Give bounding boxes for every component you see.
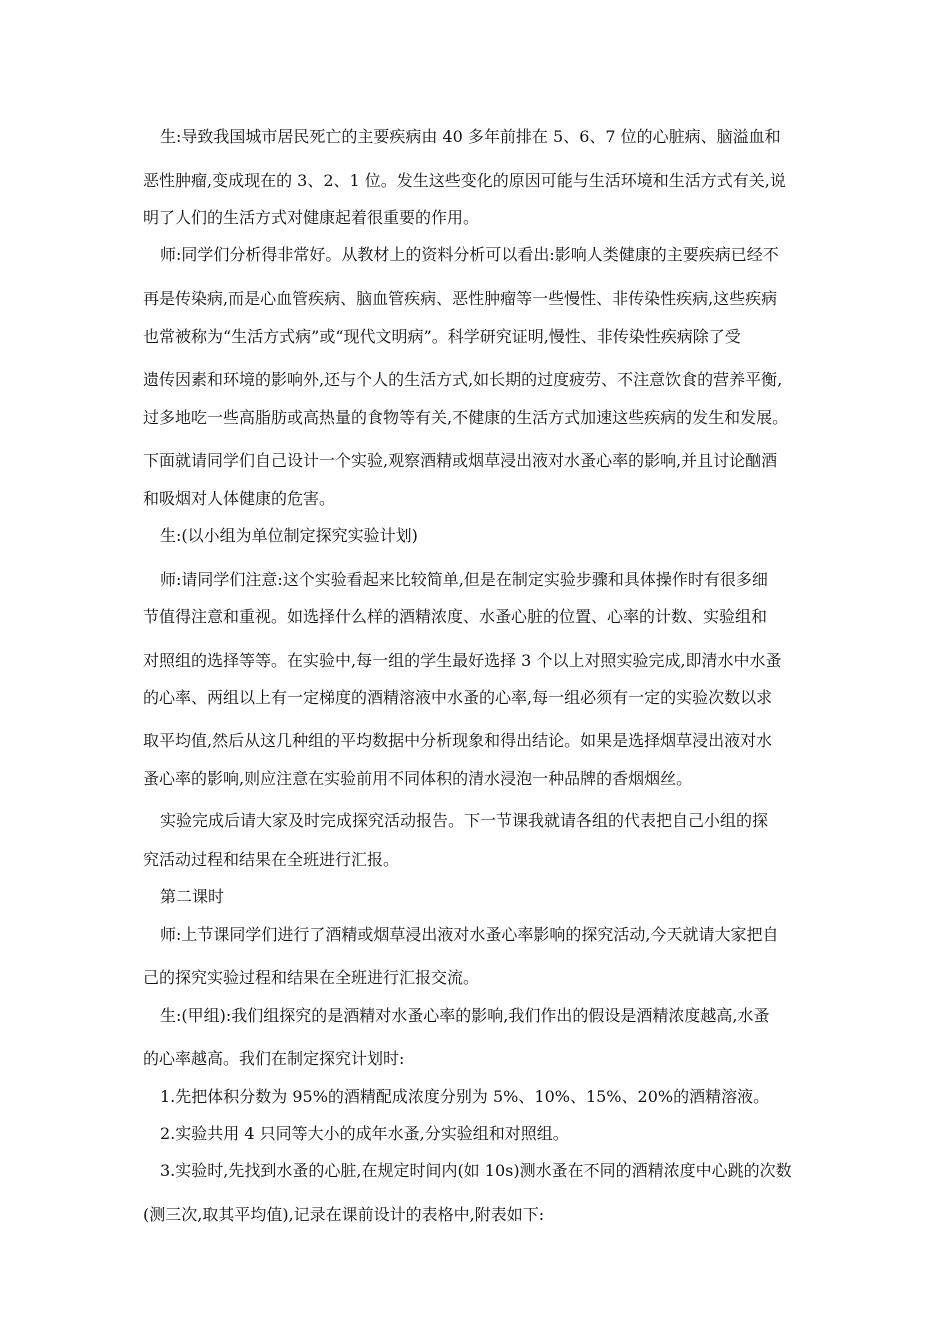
paragraph-line: 实验完成后请大家及时完成探究活动报告。下一节课我就请各组的代表把自己小组的探: [160, 811, 769, 830]
list-item: 3.实验时,先找到水蚤的心脏,在规定时间内(如 10s)测水蚤在不同的酒精浓度中心跳的次数: [160, 1161, 792, 1180]
paragraph-line: 取平均值,然后从这几种组的平均数据中分析现象和得出结论。如果是选择烟草浸出液对水: [143, 731, 773, 750]
paragraph-line: 师:上节课同学们进行了酒精或烟草浸出液对水蚤心率影响的探究活动,今天就请大家把自: [160, 925, 779, 944]
paragraph-line: 遗传因素和环境的影响外,还与个人的生活方式,如长期的过度疲劳、不注意饮食的营养平衡,: [143, 370, 783, 389]
paragraph-line: 和吸烟对人体健康的危害。: [143, 489, 336, 508]
paragraph-line: 生:导致我国城市居民死亡的主要疾病由 40 多年前排在 5、6、7 位的心脏病、脑溢血和: [160, 127, 781, 146]
paragraph-line: 己的探究实验过程和结果在全班进行汇报交流。: [143, 968, 480, 987]
paragraph-line: 过多地吃一些高脂肪或高热量的食物等有关,不健康的生活方式加速这些疾病的发生和发展。: [143, 408, 789, 427]
paragraph-line: 明了人们的生活方式对健康起着很重要的作用。: [143, 208, 480, 227]
paragraph-line: 也常被称为“生活方式病”或“现代文明病”。科学研究证明,慢性、非传染性疾病除了受: [143, 327, 741, 346]
paragraph-line: 师:同学们分析得非常好。从教材上的资料分析可以看出:影响人类健康的主要疾病已经不: [160, 245, 779, 264]
paragraph-line: 对照组的选择等等。在实验中,每一组的学生最好选择 3 个以上对照实验完成,即清水中水蚤: [143, 651, 782, 670]
paragraph-line: 下面就请同学们自己设计一个实验,观察酒精或烟草浸出液对水蚤心率的影响,并且讨论酗酒: [143, 451, 778, 470]
paragraph-line: 恶性肿瘤,变成现在的 3、2、1 位。发生这些变化的原因可能与生活环境和生活方式有关,说: [143, 171, 786, 190]
paragraph-line: 再是传染病,而是心血管疾病、脑血管疾病、恶性肿瘤等一些慢性、非传染性疾病,这些疾病: [143, 289, 778, 308]
list-item: 1.先把体积分数为 95%的酒精配成浓度分别为 5%、10%、15%、20%的酒精溶液。: [160, 1087, 770, 1106]
paragraph-line: 生:(以小组为单位制定探究实验计划): [160, 526, 418, 545]
paragraph-line: 究活动过程和结果在全班进行汇报。: [143, 850, 400, 869]
paragraph-line: 的心率、两组以上有一定梯度的酒精溶液中水蚤的心率,每一组必须有一定的实验次数以求: [143, 688, 773, 707]
list-item: 2.实验共用 4 只同等大小的成年水蚤,分实验组和对照组。: [160, 1124, 569, 1143]
paragraph-line: 生:(甲组):我们组探究的是酒精对水蚤心率的影响,我们作出的假设是酒精浓度越高,水蚤: [160, 1006, 770, 1025]
paragraph-line: 节值得注意和重视。如选择什么样的酒精浓度、水蚤心脏的位置、心率的计数、实验组和: [143, 607, 768, 626]
paragraph-line: 的心率越高。我们在制定探究计划时:: [143, 1049, 405, 1068]
section-heading: 第二课时: [160, 887, 225, 906]
paragraph-line: 蚤心率的影响,则应注意在实验前用不同体积的清水浸泡一种品牌的香烟烟丝。: [143, 769, 693, 788]
paragraph-line: (测三次,取其平均值),记录在课前设计的表格中,附表如下:: [143, 1205, 545, 1224]
paragraph-line: 师:请同学们注意:这个实验看起来比较简单,但是在制定实验步骤和具体操作时有很多细: [160, 570, 768, 589]
